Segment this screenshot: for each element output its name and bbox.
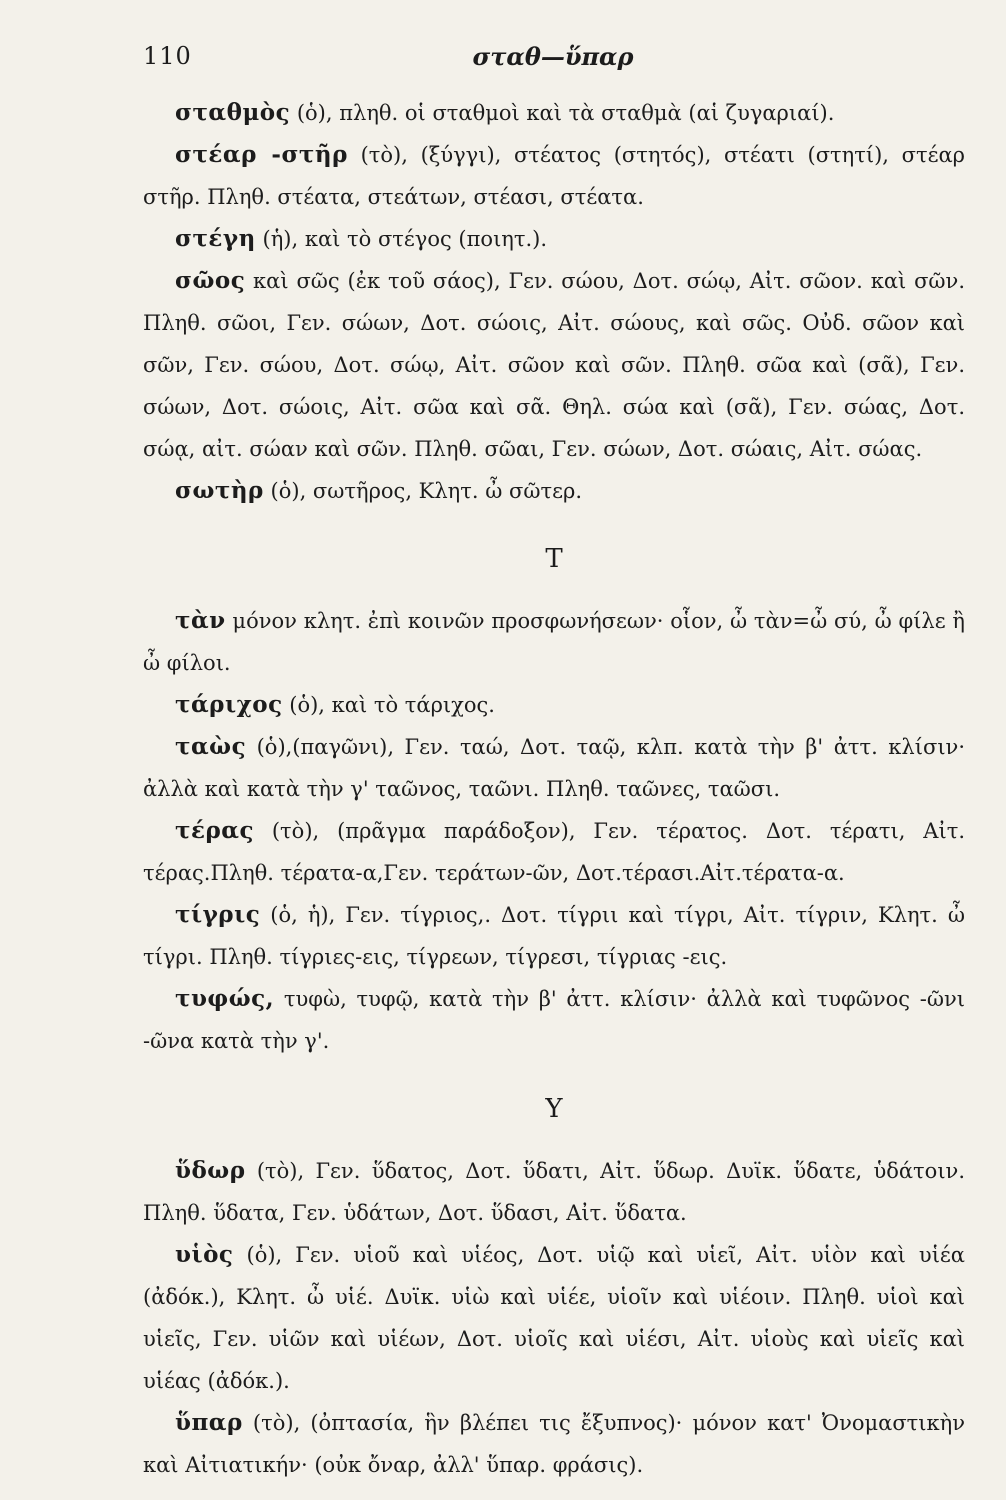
entry-headword: τὰν — [175, 607, 226, 634]
section-letter-tau: Τ — [545, 544, 563, 574]
entry-headword: στέγη — [175, 225, 256, 252]
entry — [143, 726, 965, 810]
entry-headword: στέαρ -στῆρ — [175, 141, 348, 168]
page-number: 110 — [143, 42, 192, 70]
entry-headword: τίγρις — [175, 901, 261, 928]
entry-headword: ὕπαρ — [175, 1409, 243, 1436]
entry-text: μόνον κλητ. ἐπὶ κοινῶν προσφωνήσεων· οἷον, ὦ τὰν=ὦ σύ, ὦ φίλε ἢ ὦ φίλοι. — [143, 609, 965, 675]
entry-text: (τὸ), Γεν. ὕδατος, Δοτ. ὕδατι, Αἰτ. ὕδωρ. Δυϊκ. ὕδατε, ὑδάτοιν. Πληθ. ὕδατα, Γεν. ὑδάτων, Δοτ. ὕδασι, Αἰτ. ὕδατα. — [143, 1159, 965, 1225]
entry — [143, 92, 965, 134]
entry-text: (ὁ), σωτῆρος, Κλητ. ὦ σῶτερ. — [263, 479, 582, 503]
entry-headword: υἱὸς — [175, 1241, 234, 1268]
entry-headword: σταθμὸς — [175, 99, 291, 126]
entry-text: (τὸ), (πρᾶγμα παράδοξον), Γεν. τέρατος. Δοτ. τέρατι, Αἰτ. τέρας.Πληθ. τέρατα-α,Γεν. τεράτων-ῶν, Δοτ.τέρασι.Αἰτ.τέρατα-α. — [143, 819, 965, 885]
entry — [143, 684, 965, 726]
entry-text: (ὁ), καὶ τὸ τάριχος. — [282, 693, 495, 717]
entry-text: καὶ σῶς (ἐκ τοῦ σάος), Γεν. σώου, Δοτ. σώῳ, Αἰτ. σῶον. καὶ σῶν. Πληθ. σῶοι, Γεν. σώων, Δοτ. σώοις, Αἰτ. σώους, καὶ σῶς. Οὐδ. σῶον καὶ σῶν, Γεν. σώου, Δοτ. σώῳ, Αἰτ. σῶον καὶ σῶν. Πληθ. σῶα καὶ (σᾶ), Γεν. σώων, Δοτ. σώοις, Αἰτ. σῶα καὶ σᾶ. Θηλ. σώα καὶ (σᾶ), Γεν. σώας, Δοτ. σώᾳ, αἰτ. σώαν καὶ σῶν. Πληθ. σῶαι, Γεν. σώων, Δοτ. σώαις, Αἰτ. σώας. — [143, 269, 965, 461]
running-title: σταθ—ὕπαρ — [472, 42, 634, 71]
entry-text: (ὁ), πληθ. οἱ σταθμοὶ καὶ τὰ σταθμὰ (αἱ ζυγαριαί). — [290, 101, 835, 125]
entry — [143, 1150, 965, 1234]
entry-headword: σωτὴρ — [175, 477, 264, 504]
entry — [143, 1402, 965, 1486]
entry — [143, 894, 965, 978]
entry — [143, 134, 965, 218]
entry — [143, 470, 965, 512]
entry — [143, 260, 965, 470]
entry-headword: ταὼς — [175, 733, 247, 760]
entry — [143, 978, 965, 1062]
section-letter-upsilon: Υ — [545, 1094, 563, 1124]
entry-text: (ἡ), καὶ τὸ στέγος (ποιητ.). — [255, 227, 548, 251]
entry-headword: τάριχος — [175, 691, 283, 718]
entry-text: (ὁ, ἡ), Γεν. τίγριος,. Δοτ. τίγριι καὶ τίγρι, Αἰτ. τίγριν, Κλητ. ὦ τίγρι. Πληθ. τίγριες-εις, τίγρεων, τίγρεσι, τίγριας -εις. — [143, 903, 965, 969]
entry-headword: τυφώς, — [175, 985, 275, 1012]
entry — [143, 1234, 965, 1402]
entry — [143, 810, 965, 894]
entry-text: (ὁ), Γεν. υἱοῦ καὶ υἱέος, Δοτ. υἱῷ καὶ υἱεῖ, Αἰτ. υἱὸν καὶ υἱέα (ἀδόκ.), Κλητ. ὦ υἱέ. Δυϊκ. υἱὼ καὶ υἱέε, υἱοῖν καὶ υἱέοιν. Πληθ. υἱοὶ καὶ υἱεῖς, Γεν. υἱῶν καὶ υἱέων, Δοτ. υἱοῖς καὶ υἱέσι, Αἰτ. υἱοὺς καὶ υἱεῖς καὶ υἱέας (ἀδόκ.). — [143, 1243, 965, 1393]
entry — [143, 218, 965, 260]
running-header — [143, 42, 963, 78]
entry-headword: ὕδωρ — [175, 1157, 246, 1184]
entry-text: (τὸ), (ξύγγι), στέατος (στητός), στέατι (στητί), στέαρ στῆρ. Πληθ. στέατα, στεάτων, στέασι, στέατα. — [143, 143, 965, 209]
entry-headword: τέρας — [175, 817, 254, 844]
entry-text: (τὸ), (ὀπτασία, ἣν βλέπει τις ἔξυπνος)· μόνον κατ' Ὀνομαστικὴν καὶ Αἰτιατικήν· (οὐκ ὄναρ, ἀλλ' ὕπαρ. φράσις). — [143, 1411, 965, 1477]
entry — [143, 600, 965, 684]
entry-text: τυφὼ, τυφῷ, κατὰ τὴν β' ἀττ. κλίσιν· ἀλλὰ καὶ τυφῶνος -ῶνι -ῶνα κατὰ τὴν γ'. — [143, 987, 965, 1053]
entry-headword: σῶος — [175, 267, 246, 294]
entries-body — [143, 92, 965, 1486]
entry-text: (ὁ),(παγῶνι), Γεν. ταώ, Δοτ. ταῷ, κλπ. κατὰ τὴν β' ἀττ. κλίσιν· ἀλλὰ καὶ κατὰ τὴν γ' ταῶνος, ταῶνι. Πληθ. ταῶνες, ταῶσι. — [143, 735, 965, 801]
